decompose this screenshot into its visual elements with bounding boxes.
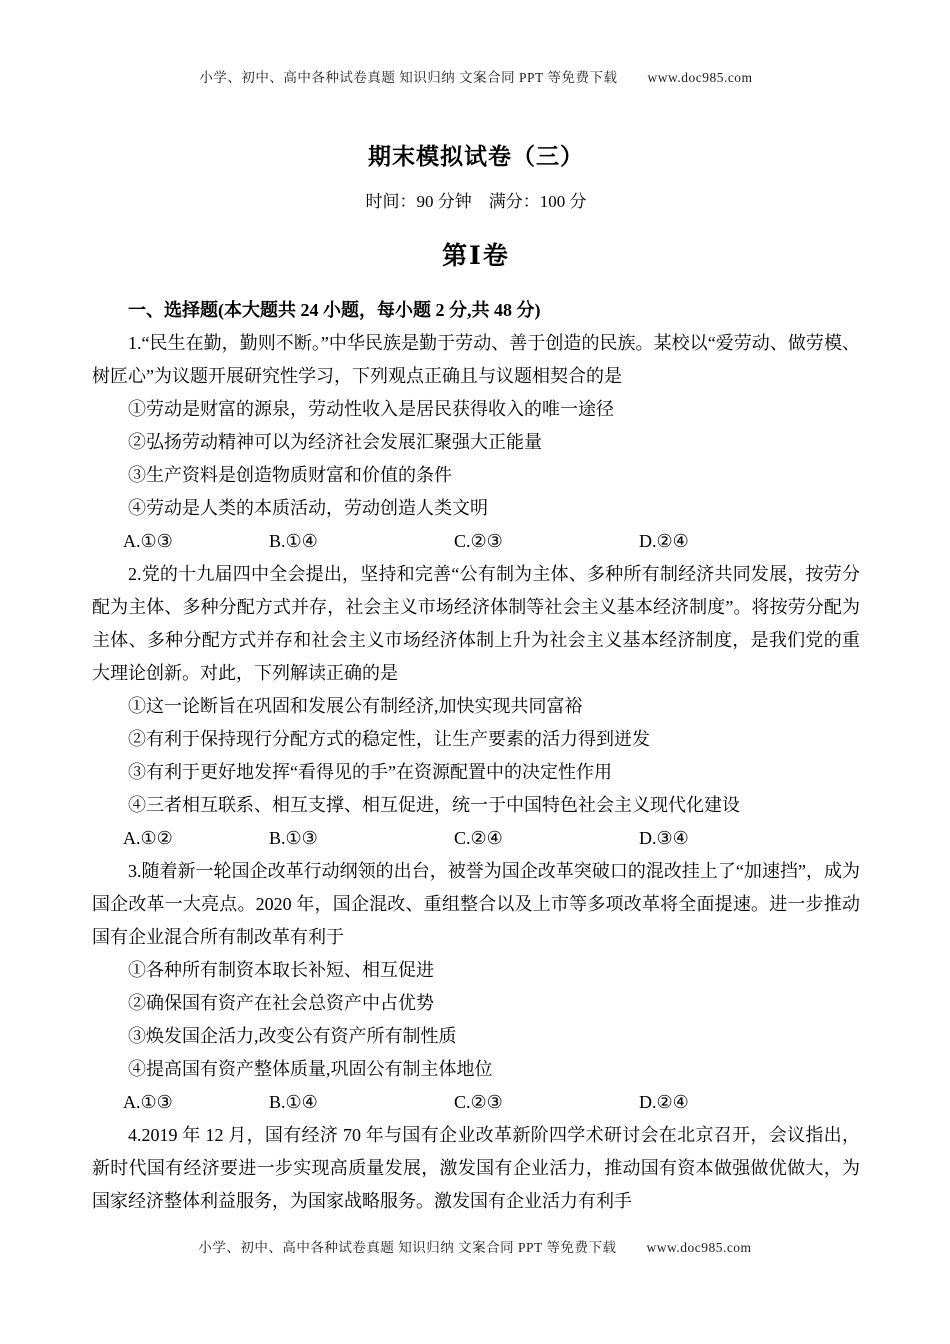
question-3 [92,855,860,1119]
choice-d: D.②④ [639,531,689,551]
question-3-stem: 3.随着新一轮国企改革行动纲领的出台，被誉为国企改革突破口的混改挂上了“加速挡”，成为国企改革一大亮点。2020 年，国企混改、重组整合以及上市等多项改革将全面提速。进一步推动国有企业混合所有制改革有利于 [92,861,860,947]
choice-b: B.①④ [269,531,318,551]
question-1-option-2: ②弘扬劳动精神可以为经济社会发展汇聚强大正能量 [128,432,542,452]
question-3-option-3: ③焕发国企活力,改变公有资产所有制性质 [128,1026,457,1046]
header-promo-text: 小学、初中、高中各种试卷真题 知识归纳 文案合同 PPT 等免费下载 [199,70,618,85]
question-4-stem: 4.2019 年 12 月，国有经济 70 年与国有企业改革新阶四学术研讨会在北京召开，会议指出，新时代国有经济要进一步实现高质量发展，激发国有企业活力，推动国有资本做强做优做大，为国家经济整体利益服务，为国家战略服务。激发国有企业活力有利手 [92,1125,860,1211]
question-2-stem: 2.党的十九届四中全会提出，坚持和完善“公有制为主体、多种所有制经济共同发展，按劳分配为主体、多种分配方式并存，社会主义市场经济体制等社会主义基本经济制度”。将按劳分配为主体、多种分配方式并存和社会主义市场经济体制上升为社会主义基本经济制度，是我们党的重大理论创新。对此，下列解读正确的是 [92,564,860,683]
choice-c: C.②③ [454,1092,503,1112]
question-2-option-3: ③有利于更好地发挥“看得见的手”在资源配置中的决定性作用 [128,762,612,782]
page-header [92,66,860,86]
choice-b: B.①④ [269,1092,318,1112]
choice-d: D.③④ [639,828,689,848]
footer-promo-text: 小学、初中、高中各种试卷真题 知识归纳 文案合同 PPT 等免费下载 [198,1240,617,1255]
question-2-answer-choices [92,822,860,855]
volume-title: 第Ⅰ卷 [442,243,510,270]
choice-b: B.①③ [269,828,318,848]
header-site-link[interactable]: www.doc985.com [647,70,753,85]
exam-title: 期末模拟试卷（三） [368,144,584,169]
page-footer [0,1236,950,1256]
question-3-answer-choices [92,1086,860,1119]
question-1-answer-choices [92,525,860,558]
exam-subtitle: 时间：90 分钟 满分：100 分 [365,192,587,211]
choice-a: A.①③ [123,1092,173,1112]
question-1-option-3: ③生产资料是创造物质财富和价值的条件 [128,465,452,485]
question-3-option-1: ①各种所有制资本取长补短、相互促进 [128,960,434,980]
question-1-option-4: ④劳动是人类的本质活动，劳动创造人类文明 [128,498,488,518]
choice-d: D.②④ [639,1092,689,1112]
question-3-option-2: ②确保国有资产在社会总资产中占优势 [128,993,434,1013]
question-4 [92,1119,860,1218]
question-1-option-1: ①劳动是财富的源泉，劳动性收入是居民获得收入的唯一途径 [128,399,614,419]
choice-a: A.①② [123,828,173,848]
section-heading: 一、选择题(本大题共 24 小题，每小题 2 分,共 48 分) [128,300,541,320]
question-2-option-4: ④三者相互联系、相互支撑、相互促进，统一于中国特色社会主义现代化建设 [128,795,740,815]
choice-c: C.②③ [454,531,503,551]
question-2-option-2: ②有利于保持现行分配方式的稳定性，让生产要素的活力得到迸发 [128,729,650,749]
question-2-option-1: ①这一论断旨在巩固和发展公有制经济,加快实现共同富裕 [128,696,583,716]
choice-a: A.①③ [123,531,173,551]
question-3-option-4: ④提高国有资产整体质量,巩固公有制主体地位 [128,1059,493,1079]
footer-site-link[interactable]: www.doc985.com [646,1240,752,1255]
question-1 [92,327,860,558]
question-1-stem: 1.“民生在勤，勤则不断。”中华民族是勤于劳动、善于创造的民族。某校以“爱劳动、做劳模、树匠心”为议题开展研究性学习，下列观点正确且与议题相契合的是 [92,333,860,386]
question-2 [92,558,860,855]
choice-c: C.②④ [454,828,503,848]
